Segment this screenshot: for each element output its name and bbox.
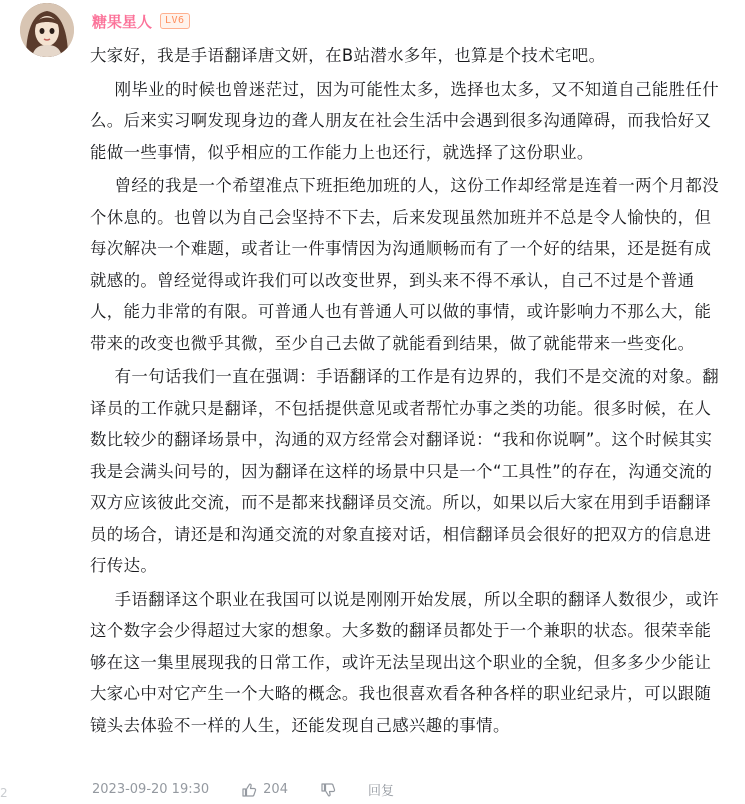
thumbs-up-icon [241,782,257,798]
user-info [92,10,190,32]
avatar-image [20,3,74,57]
username[interactable]: 糖果星人 [92,12,153,31]
reply-button[interactable]: 回复 [367,784,394,799]
like-button[interactable] [241,782,288,798]
comment-paragraph: 刚毕业的时候也曾迷茫过，因为可能性太多，选择也太多，又不知道自己能胜任什么。后来实习啊发现身边的聋人朋友在社会生活中会遇到很多沟通障碍，而我恰好又能做一些事情，似乎相应的工作能力上也还行，就选择了这份职业。 [90,79,720,162]
comment-paragraph: 有一句话我们一直在强调：手语翻译的工作是有边界的，我们不是交流的对象。翻译员的工作就只是翻译，不包括提供意见或者帮忙办事之类的功能。很多时候，在人数比较少的翻译场景中，沟通的双方经常会对翻译说：“我和你说啊”。这个时候其实我是会满头问号的，因为翻译在这样的场景中只是一个“工具性”的存在，沟通交流的双方应该彼此交流，而不是都来找翻译员交流。所以，如果以后大家在用到手语翻译员的场合，请还是和沟通交流的对象直接对话，相信翻译员会很好的把双方的信息进行传达。 [90,367,720,575]
comment-content [90,40,722,741]
corner-number: 2 [0,786,8,800]
comment-meta [92,780,394,799]
thumbs-down-icon [320,782,336,798]
avatar[interactable] [20,3,74,57]
comment-paragraph: 曾经的我是一个希望准点下班拒绝加班的人，这份工作却经常是连着一两个月都没个休息的。也曾以为自己会坚持不下去，后来发现虽然加班并不总是令人愉快的，但每次解决一个难题，或者让一件事情因为沟通顺畅而有了一个好的结果，还是挺有成就感的。曾经觉得或许我们可以改变世界，到头来不得不承认，自己不过是个普通人，能力非常的有限。可普通人也有普通人可以做的事情，或许影响力不那么大，能带来的改变也微乎其微，至少自己去做了就能看到结果，做了就能带来一些变化。 [90,176,720,353]
dislike-button[interactable] [320,782,336,798]
level-badge: LV6 [160,13,190,29]
like-count: 204 [263,782,288,797]
comment-paragraph: 手语翻译这个职业在我国可以说是刚刚开始发展，所以全职的翻译人数很少，或许这个数字会少得超过大家的想象。大多数的翻译员都处于一个兼职的状态。很荣幸能够在这一集里展现我的日常工作，或许无法呈现出这个职业的全貌，但多多少少能让大家心中对它产生一个大略的概念。我也很喜欢看各种各样的职业纪录片，可以跟随镜头去体验不一样的人生，还能发现自己感兴趣的事情。 [90,589,720,735]
comment-time: 2023-09-20 19:30 [92,782,210,797]
comment-paragraph: 大家好，我是手语翻译唐文妍，在B站潜水多年，也算是个技术宅吧。 [90,46,606,65]
